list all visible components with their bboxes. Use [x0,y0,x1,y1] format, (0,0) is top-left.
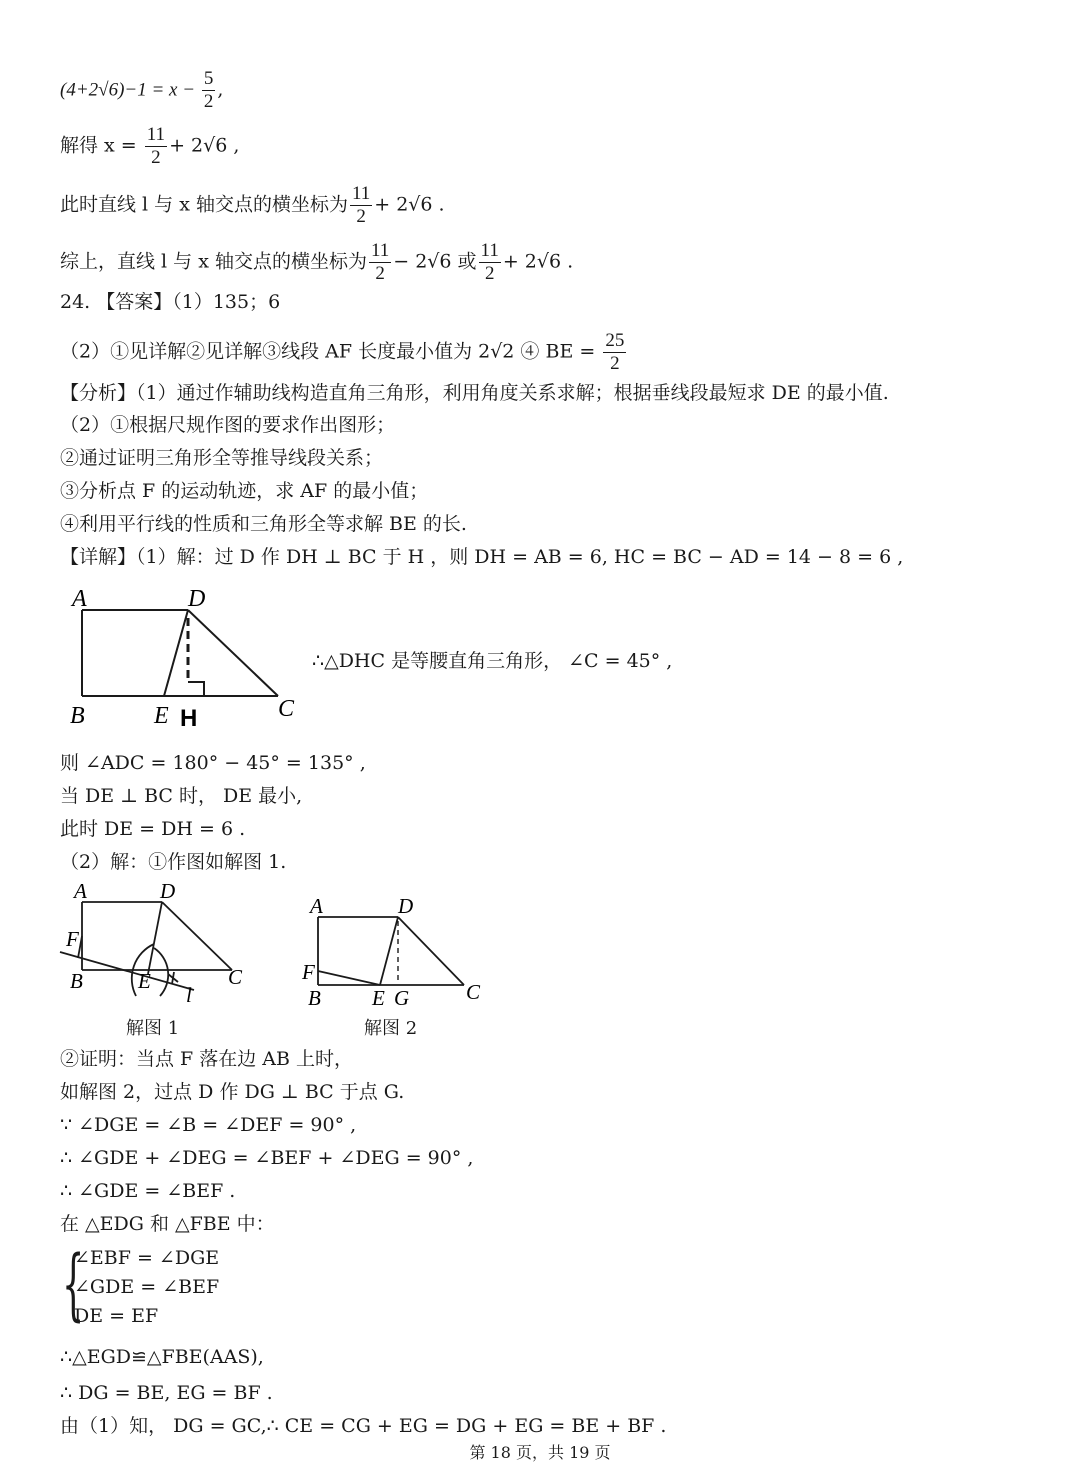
label-D: D [160,879,176,903]
equation-line-1: (4+2√6)−1 = x − $\frac{5}{2}$ , [60,68,224,112]
label-E: E [138,969,151,993]
proof-8: ∴ DG = BE, EG = BF . [60,1382,273,1404]
label-B: B [308,986,321,1010]
question-24-part2: （2）①见详解②见详解③线段 AF 长度最小值为 2√2 ④ BE = $\frac{25}{2}$ [60,330,625,374]
system-line-1: ∠EBF = ∠DGE [74,1247,220,1269]
figure-solution-1 [56,878,256,1013]
label-A: A [310,894,323,918]
label-H: H [180,705,198,732]
detail-5: （2）解：①作图如解图 1. [60,851,287,873]
analysis-2: （2）①根据尺规作图的要求作出图形； [60,414,396,436]
eq1-left: (4+2√6)−1 = x − [60,79,200,101]
page-footer: 第 18 页，共 19 页 [469,1443,611,1462]
label-C: C [466,980,481,1004]
detail-1: 【详解】（1）解：过 D 作 DH ⊥ BC 于 H ，则 DH = AB = 6, HC = BC − AD = 14 − 8 = 6 , [60,546,904,568]
detail-3: 当 DE ⊥ BC 时， DE 最小, [60,785,303,807]
system-brace: { [62,1240,85,1330]
label-A: A [72,586,87,612]
proof-3: ∵ ∠DGE = ∠B = ∠DEF = 90° , [60,1114,357,1136]
detail-2: 则 ∠ADC = 180° − 45° = 135° , [60,752,366,774]
label-E: E [372,986,385,1010]
system-line-2: ∠GDE = ∠BEF [74,1276,220,1298]
label-B: B [70,703,85,729]
label-C: C [228,965,243,989]
label-C: C [278,696,295,722]
label-l: l [186,983,192,1007]
intersection-line-1: 此时直线 l 与 x 轴交点的横坐标为 $\frac{11}{2}$ + 2√6 . [60,183,445,227]
detail-4: 此时 DE = DH = 6 . [60,818,246,840]
label-F: F [302,960,315,984]
analysis-3: ②通过证明三角形全等推导线段关系； [60,447,384,469]
label-G: G [394,986,410,1010]
figure-side-text: ∴△DHC 是等腰直角三角形， ∠C = 45° , [312,650,673,672]
proof-4: ∴ ∠GDE + ∠DEG = ∠BEF + ∠DEG = 90° , [60,1147,474,1169]
question-24-answer: 24. 【答案】（1）135；6 [60,291,281,313]
solution-fraction: $\frac{11}{2}$ [146,124,166,168]
proof-1: ②证明：当点 F 落在边 AB 上时， [60,1048,354,1070]
system-line-3: DE = EF [74,1305,159,1327]
analysis-1: 【分析】（1）通过作辅助线构造直角三角形，利用角度关系求解；根据垂线段最短求 DE 的最小值. [60,382,889,404]
label-A: A [74,879,87,903]
analysis-4: ③分析点 F 的运动轨迹，求 AF 的最小值； [60,480,429,502]
label-B: B [70,969,83,993]
proof-7: ∴△EGD≌△FBE(AAS), [60,1346,264,1368]
label-D: D [398,894,414,918]
summary-line: 综上，直线 l 与 x 轴交点的横坐标为 $\frac{11}{2}$ − 2√6 或 $\frac{11}{2}$ + 2√6 . [60,240,574,284]
proof-5: ∴ ∠GDE = ∠BEF . [60,1180,236,1202]
caption-solution-1: 解图 1 [126,1018,180,1039]
figure-trapezoid-dh [60,578,310,733]
label-E: E [154,703,169,729]
label-F: F [66,927,79,951]
figure-solution-2 [298,893,488,1013]
label-D: D [188,586,206,612]
proof-6: 在 △EDG 和 △FBE 中： [60,1213,275,1235]
caption-solution-2: 解图 2 [364,1018,418,1039]
eq1-fraction: $\frac{5}{2}$ [203,68,214,112]
proof-2: 如解图 2，过点 D 作 DG ⊥ BC 于点 G. [60,1081,405,1103]
analysis-5: ④利用平行线的性质和三角形全等求解 BE 的长. [60,513,467,535]
solution-line: 解得 x = $\frac{11}{2}$ + 2√6 , [60,124,240,168]
proof-9: 由（1）知， DG = GC,∴ CE = CG + EG = DG + EG = BE + BF . [60,1415,667,1437]
